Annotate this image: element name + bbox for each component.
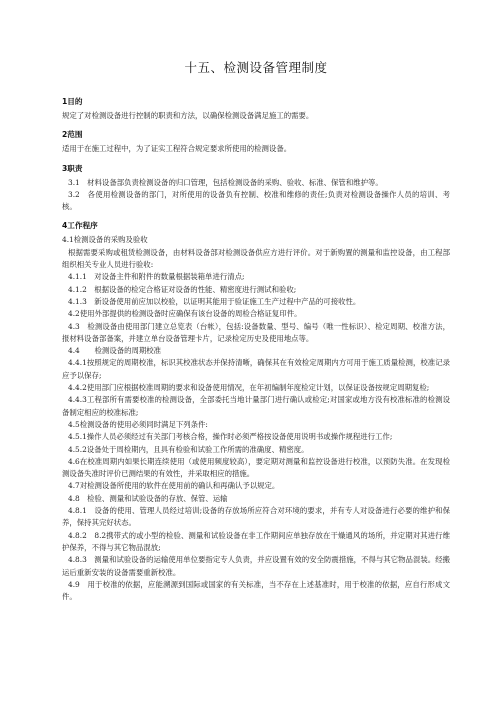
paragraph: 4.5.2设备处于周检期内，且具有检验和试验工作所需的准确度、精密度。	[68, 444, 309, 454]
paragraph: 3.2 各使用检测设备的部门，对所使用的设备负有控制、校准和维修的责任;负责对检测设备操作人员的培训、考核。	[62, 189, 450, 212]
paragraph: 4.8.3 测量和试验设备的运输使用单位要指定专人负责，并应设置有效的安全防震措施，不得与其它物品混装。经搬运后重新安装的设备需要重新校准。	[62, 555, 450, 577]
page-title: 十五、检测设备管理制度	[184, 60, 328, 75]
paragraph: 规定了对检测设备进行控制的职责和方法，以确保检测设备满足施工的需要。	[62, 111, 314, 120]
paragraph: 4.2使用外部提供的检测设备时应确保有该台设备的周检合格证复印件。	[68, 309, 302, 319]
section-heading: 3职责	[62, 163, 83, 173]
paragraph: 4.9 用于校准的依据，应能溯源到国际或国家的有关标准，当不存在上述基准时，用于校准的依据，应自行形成文件。	[62, 579, 450, 602]
paragraph: 4.7对检测设备所使用的软件在使用前的确认和再确认予以规定。	[68, 481, 280, 491]
paragraph: 4.1.2 根据设备的检定合格证对设备的性能、精密度进行测试和验收;	[68, 284, 297, 294]
paragraph: 4.4 检测设备的周期校准	[68, 346, 162, 356]
paragraph: 4.4.2使用部门应根据校准周期的要求和设备使用情况，在年初编制年度检定计划，以保证设备按规定周期复检;	[68, 383, 430, 393]
paragraph: 4.4.1按照规定的周期校准，标识其校准状态并保持清晰，确保其在有效检定周期内方可用于施工质量检测，校准记录应予以保存;	[62, 358, 450, 380]
section-heading: 4工作程序	[62, 221, 98, 231]
paragraph: 4.6在校准周期内如果长期连续使用（或使用频度较高），要定期对测量和监控设备进行校准，以预防失准。在发现检测设备失准时评价已测结果的有效性，并采取相应的措施。	[62, 456, 450, 479]
paragraph: 4.1检测设备的采购及验收	[62, 235, 148, 245]
paragraph: 4.1.1 对设备主件和附件的数量根据装箱单进行清点;	[68, 272, 245, 282]
paragraph: 3.1 材料设备部负责检测设备的归口管理，包括检测设备的采购、验收、标准、保管和维护等。	[68, 177, 383, 187]
section-heading: 2范围	[62, 130, 83, 140]
paragraph: 4.1.3 新设备使用前应加以校验，以证明其能用于验证施工生产过程中产品的可接收性。	[68, 296, 361, 306]
paragraph: 4.8.2 8.2携带式的或小型的检验、测量和试验设备在非工作期间应单独存放在干燥通风的场所，并定期对其进行维护保养，不得与其它物品混放;	[62, 530, 450, 552]
paragraph: 4.4.3工程部所有需要校准的检测设备，全部委托当地计量部门进行确认或检定;对国家或地方没有校准标准的检测设备制定相应的校准标准;	[62, 395, 450, 417]
paragraph: 4.5.1操作人员必须经过有关部门考核合格，操作时必须严格按设备使用说明书或操作规程进行工作;	[68, 432, 393, 442]
paragraph: 根据需要采购或租赁检测设备，由材料设备部对检测设备供应方进行评价。对于新购置的测量和监控设备，由工程部组织相关专业人员进行验收:	[62, 247, 450, 270]
paragraph: 适用于在施工过程中，为了证实工程符合规定要求所使用的检测设备。	[62, 144, 292, 154]
paragraph: 4.3 检测设备由使用部门建立总览表（台帐），包括:设备数量、型号、编号（唯一性标识）、检定周期、校准方法，报材料设备部备案，并建立单台设备管理卡片，记录检定历史及使用地点等。	[62, 321, 450, 343]
paragraph: 4.8.1 设备的使用、管理人员经过培训;设备的存放场所应符合对环境的要求，并有专人对设备进行必要的维护和保养，保持其完好状态。	[62, 506, 450, 528]
paragraph: 4.8 检验、测量和试验设备的存放、保管、运输	[68, 493, 228, 503]
paragraph: 4.5检测设备的使用必须同时满足下列条件:	[68, 419, 208, 429]
section-heading: 1目的	[62, 97, 83, 106]
